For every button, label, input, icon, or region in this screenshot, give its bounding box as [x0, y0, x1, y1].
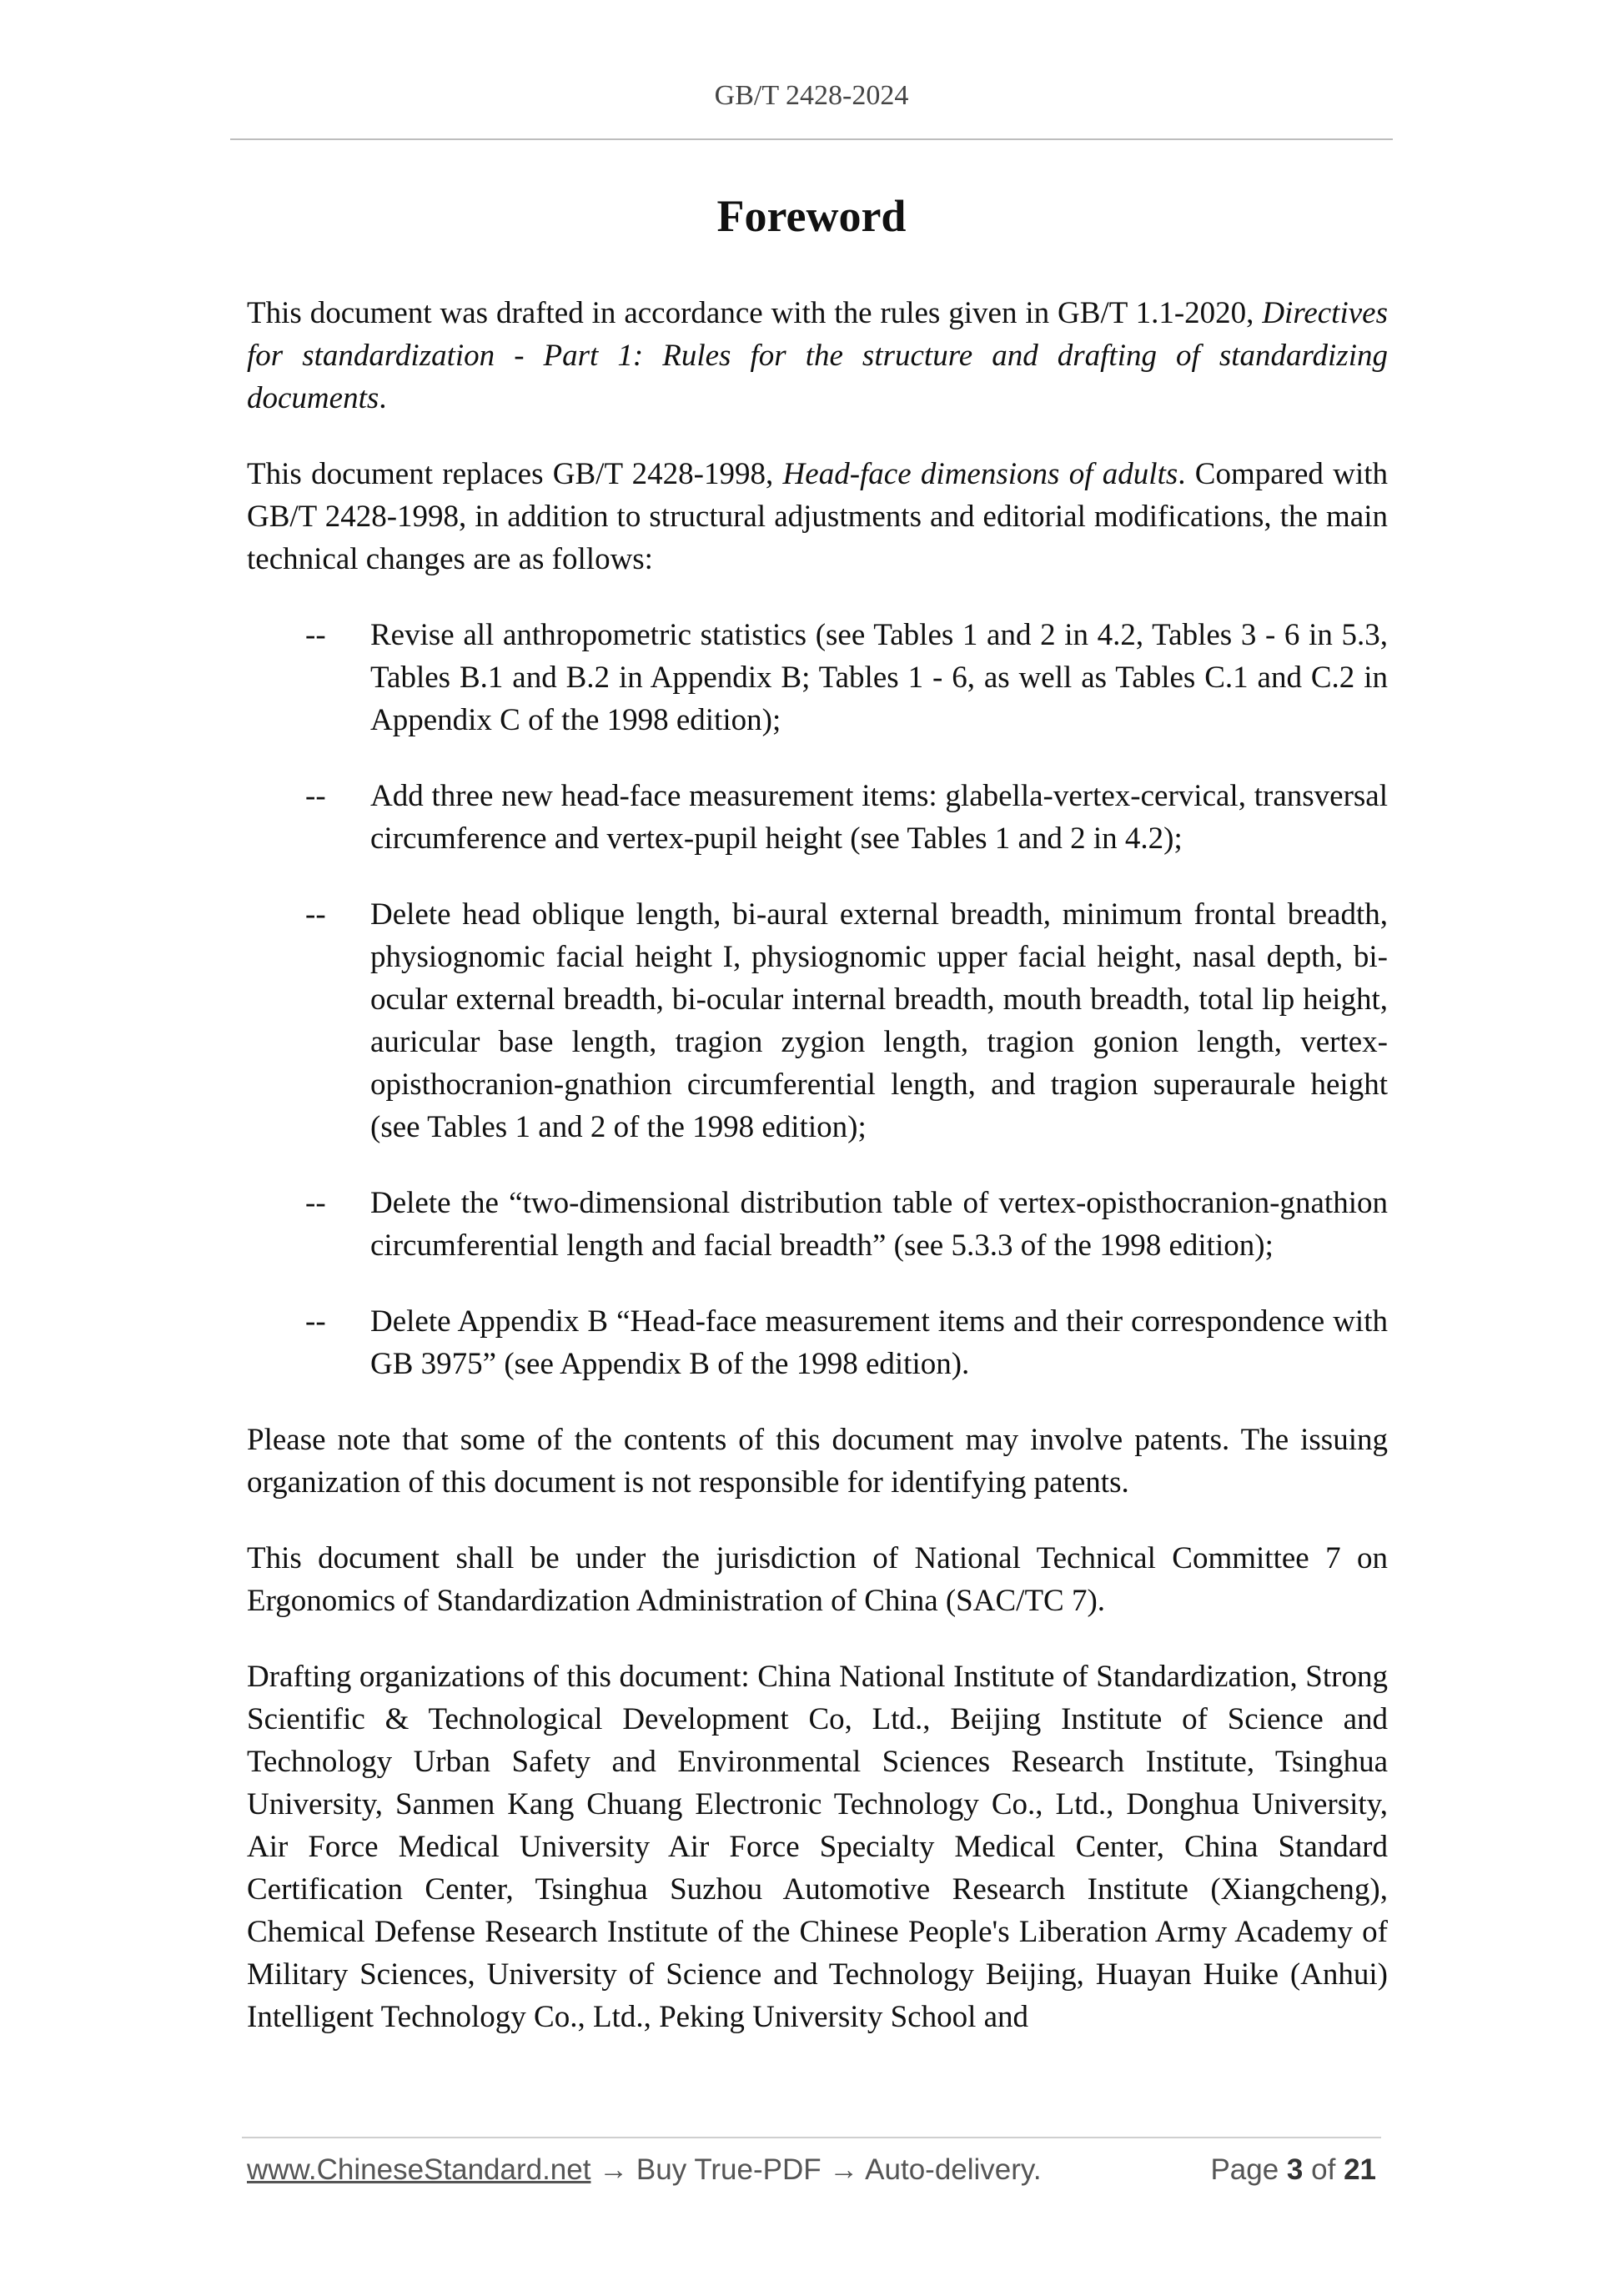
list-item-text: Delete Appendix B “Head-face measurement items and their correspondence with GB 3975” (see Appendix B of the 1998 edition). — [370, 1304, 1388, 1381]
list-dash: -- — [305, 618, 326, 652]
paragraph-jurisdiction: This document shall be under the jurisdiction of National Technical Committee 7 on Ergonomics of Standardization Administration of China (SAC/TC 7). — [247, 1541, 1388, 1618]
list-item — [247, 614, 1388, 741]
section-title: Foreword — [716, 191, 907, 241]
paragraph-drafting-organizations: Drafting organizations of this document: China National Institute of Standardization, Strong Scientific & Technological Development Co, Ltd., Beijing Institute of Science and Technology Urban Safety and Environmental Sciences Research Institute, Tsinghua University, Sanmen Kang Chuang Electronic Technology Co., Ltd., Donghua University, Air Force Medical University Air Force Specialty Medical Center, China Standard Certification Center, Tsinghua Suzhou Automotive Research Institute (Xiangcheng), Chemical Defense Research Institute of the Chinese People's Liberation Army Academy of Military Sciences, University of Science and Technology Beijing, Huayan Huike (Anhui) Intelligent Technology Co., Ltd., Peking University School and — [247, 1660, 1388, 2034]
text-run: . Compared with GB/T 2428-1998, in addition to structural adjustments and editorial modifications, the main technical changes are as follows: — [247, 457, 1389, 576]
standard-code: GB/T 2428-2024 — [714, 80, 909, 111]
website-link[interactable]: www.ChineseStandard.net — [247, 2153, 591, 2186]
text-run: This document was drafted in accordance with the rules given in GB/T 1.1-2020, — [247, 296, 1263, 330]
italic-title: Directives for standardization - Part 1: Rules for the structure and drafting of standardizing documents — [247, 296, 1388, 415]
page-footer — [247, 2153, 1376, 2187]
footer-divider — [242, 2137, 1381, 2138]
list-item-text: Add three new head-face measurement items: glabella-vertex-cervical, transversal circumference and vertex-pupil height (see Tables 1 and 2 in 4.2); — [370, 779, 1388, 856]
text-run: . — [379, 381, 387, 415]
footer-promo — [247, 2153, 1042, 2187]
page-total: 21 — [1344, 2153, 1376, 2186]
list-item — [247, 1182, 1388, 1267]
page-header — [230, 80, 1393, 140]
foreword-body — [247, 292, 1388, 2072]
list-item — [247, 893, 1388, 1148]
page-indicator — [1210, 2153, 1376, 2187]
list-item-text: Revise all anthropometric statistics (see Tables 1 and 2 in 4.2, Tables 3 - 6 in 5.3, Tables B.1 and B.2 in Appendix B; Tables 1 - 6, as well as Tables C.1 and C.2 in Appendix C of the 1998 edition); — [370, 618, 1388, 737]
italic-title: Head-face dimensions of adults — [782, 457, 1178, 491]
promo-text: → Buy True-PDF → Auto-delivery. — [590, 2153, 1042, 2186]
of-label: of — [1311, 2153, 1336, 2186]
paragraph-drafting-rules — [247, 292, 1388, 420]
list-dash: -- — [305, 779, 326, 813]
list-dash: -- — [305, 1186, 326, 1220]
list-item — [247, 775, 1388, 860]
paragraph-replaces — [247, 453, 1388, 580]
page-label: Page — [1210, 2153, 1279, 2186]
list-dash: -- — [305, 1304, 326, 1339]
text-run: This document replaces GB/T 2428-1998, — [247, 457, 783, 491]
list-item-text: Delete the “two-dimensional distribution table of vertex-opisthocranion-gnathion circumferential length and facial breadth” (see 5.3.3 of the 1998 edition); — [370, 1186, 1388, 1263]
page-number: 3 — [1286, 2153, 1304, 2186]
list-dash: -- — [305, 897, 326, 932]
paragraph-patents: Please note that some of the contents of this document may involve patents. The issuing organization of this document is not responsible for identifying patents. — [247, 1423, 1388, 1500]
list-item-text: Delete head oblique length, bi-aural external breadth, minimum frontal breadth, physiognomic facial height I, physiognomic upper facial height, nasal depth, bi-ocular external breadth, bi-ocular internal breadth, mouth breadth, total lip height, auricular base length, tragion zygion length, tragion gonion length, vertex-opisthocranion-gnathion circumferential length, and tragion superaurale height (see Tables 1 and 2 of the 1998 edition); — [370, 897, 1388, 1144]
list-item — [247, 1300, 1388, 1385]
